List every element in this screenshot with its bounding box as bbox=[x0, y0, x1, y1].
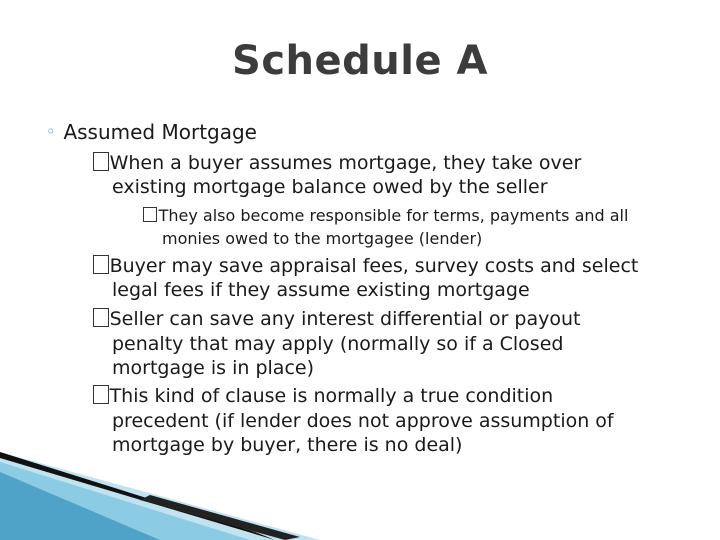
sub-bullet-2-line-1 bbox=[93, 255, 638, 277]
bullet-text: Assumed Mortgage bbox=[63, 120, 257, 144]
sub-sub-bullet-1-line-1 bbox=[143, 206, 628, 225]
sub-bullet-text: This kind of clause is normally a true condition bbox=[109, 385, 554, 407]
square-bullet-icon bbox=[93, 255, 109, 273]
sub-bullet-3-line-2: penalty that may apply (normally so if a Closed bbox=[112, 333, 564, 355]
square-bullet-icon bbox=[93, 385, 109, 403]
sub-bullet-text: Buyer may save appraisal fees, survey costs and select bbox=[109, 255, 639, 277]
sub-bullet-3-line-3: mortgage is in place) bbox=[112, 357, 314, 379]
sub-bullet-1-line-2: existing mortgage balance owed by the seller bbox=[112, 176, 548, 198]
sub-bullet-1-line-1 bbox=[93, 152, 581, 174]
sub-bullet-text: When a buyer assumes mortgage, they take over bbox=[109, 152, 582, 174]
slide-title: Schedule A bbox=[232, 38, 488, 84]
circle-bullet-icon: ◦ bbox=[46, 122, 56, 141]
square-bullet-icon bbox=[93, 308, 109, 326]
square-bullet-icon bbox=[143, 207, 157, 222]
sub-bullet-text: Seller can save any interest differential or payout bbox=[109, 308, 581, 330]
sub-bullet-3-line-1 bbox=[93, 308, 581, 330]
bullet-assumed-mortgage bbox=[46, 120, 257, 144]
sub-sub-bullet-1-line-2: monies owed to the mortgagee (lender) bbox=[162, 229, 483, 248]
sub-bullet-4-line-3: mortgage by buyer, there is no deal) bbox=[112, 434, 463, 456]
square-bullet-icon bbox=[93, 152, 109, 170]
sub-bullet-4-line-2: precedent (if lender does not approve assumption of bbox=[112, 410, 614, 432]
sub-bullet-2-line-2: legal fees if they assume existing mortgage bbox=[112, 279, 530, 301]
sub-sub-bullet-text: They also become responsible for terms, payments and all bbox=[158, 206, 629, 225]
sub-bullet-4-line-1 bbox=[93, 385, 553, 407]
